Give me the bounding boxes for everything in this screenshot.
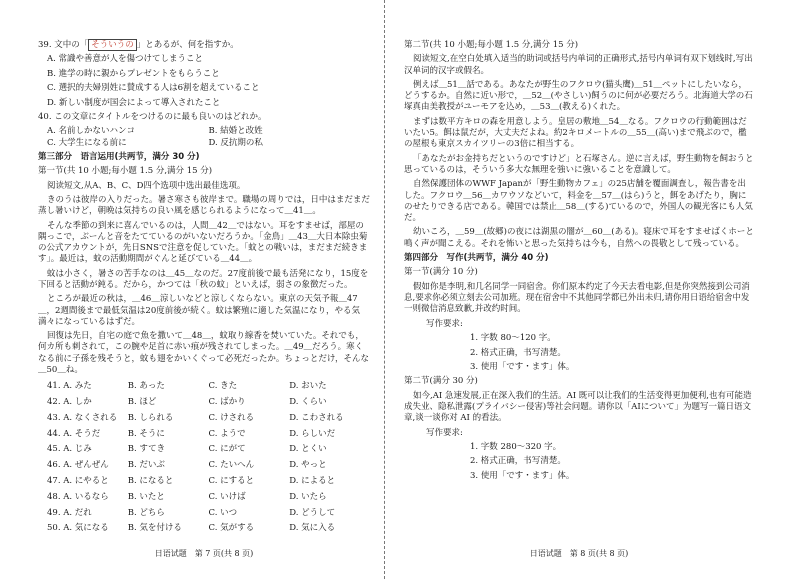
part2-paragraph: まずは数平方キロの森を用意しよう。皇居の敷地＿54＿なる。フクロウの行動範囲はだいたい5。餌は鼠だが，大丈夫だよね。約2キロメートルの＿55＿(高い)まで飛ぶので，檻の屋根も東京スカイツリーの3倍に相当する。 — [404, 116, 747, 150]
choice-option: C. いつ — [208, 507, 238, 518]
right-page — [404, 40, 754, 485]
choice-table — [38, 381, 370, 535]
choice-option: C. 気がする — [208, 523, 255, 534]
choice-option: D. 気に入る — [289, 523, 336, 534]
choice-option: 43. A. なくされる — [47, 412, 118, 423]
part2-instruction: 阅读短文,在空白处填入适当的助词或括号内单词的正确形式,括号内单词有双下划线时,写出汉单词的汉字或假名。 — [404, 54, 753, 76]
choice-option: B. どちら — [127, 507, 165, 518]
choice-option: B. 気を付ける — [127, 523, 182, 534]
choice-option: B. ほど — [127, 396, 157, 407]
section3-instruction: 阅读短文,从A、B、C、D四个选项中选出最佳选项。 — [47, 180, 246, 191]
q40-options-row2 — [38, 138, 370, 149]
choice-option: B. いたと — [127, 491, 165, 502]
q40-option-c: C. 大学生になる前に — [47, 137, 127, 148]
q40-options-row1 — [38, 126, 370, 137]
page-footer-left: 日语试题 第 7 页(共 8 页) — [154, 549, 254, 558]
choice-option: 50. A. 気になる — [47, 523, 109, 534]
section4-part2-prompt: 如今,AI 急速发展,正在深入我们的生活。AI 既可以让我们的生活变得更加便利,也有可能造成失业、隐私泄露(プライバシー侵害)等社会问题。请你以「AIについて」为题写一篇日语文章,谈一谈你对 AI 的看法。 — [404, 390, 752, 424]
section4-title: 第四部分 写作(共两节，满分 40 分) — [404, 253, 549, 264]
choice-option: C. たいへん — [208, 460, 255, 471]
choice-option: 48. A. いるなら — [47, 491, 109, 502]
choice-option: C. ようで — [208, 428, 246, 439]
writing-requirement: 1. 字数 280～320 字。 — [470, 441, 562, 452]
choice-row — [38, 381, 370, 392]
q39-option-c: C. 選択的夫婦別姓に賛成する人は6割を超えていること — [47, 83, 260, 94]
writing-requirement: 3. 使用「です・ます」体。 — [470, 470, 575, 481]
choice-option: 42. A. しか — [47, 396, 92, 407]
section3-title: 第三部分 语言运用(共两节，满分 30 分) — [38, 151, 200, 162]
choice-option: D. おいた — [289, 381, 327, 392]
choice-option: 49. A. だれ — [47, 507, 92, 518]
q39-option-a: A. 常識や善意が人を傷つけてしまうこと — [47, 54, 204, 65]
part2-paragraph: 幼いころ，＿59＿(故郷)の夜には湖黒の闇が＿60＿(ある)。寝床で耳をすませばくホーと鳴く声が聞こえる。それを怖いと思った気持ちは今も，自然への畏敬として残っている。 — [404, 227, 754, 249]
choice-option: 46. A. ぜんぜん — [47, 460, 109, 471]
choice-option: D. いたら — [289, 491, 327, 502]
page-divider — [384, 0, 385, 579]
writing-requirements-label: 写作要求: — [426, 427, 463, 438]
choice-option: 47. A. にやると — [47, 476, 109, 486]
choice-option: C. きた — [208, 381, 238, 392]
section4-part2-heading: 第二节(满分 30 分) — [404, 376, 478, 387]
choice-option: C. けされる — [208, 412, 255, 423]
choice-option: 45. A. じみ — [47, 444, 92, 455]
choice-row — [38, 492, 370, 503]
part2-heading: 第二节(共 10 小题;每小题 1.5 分,满分 15 分) — [404, 40, 579, 50]
part2-paragraph: 自然保護団体のWWF Japanが「野生動物カフェ」の25店舗を覆面調査し，報告書を出した。フクロウ＿56＿カワウソなどいて，料金を＿57＿(はら)うと，餌をあげたり，胸にのせたりできる店である。韓国では禁止＿58＿(する)ているので，外国人の観光客にも人気だ。 — [404, 179, 753, 223]
choice-row — [38, 523, 370, 534]
choice-option: B. しられる — [127, 412, 174, 423]
choice-option: D. やっと — [289, 460, 327, 471]
choice-row — [38, 476, 370, 487]
q39-option-b: B. 進学の時に親からプレゼントをもらうこと — [47, 68, 220, 79]
choice-row — [38, 508, 370, 519]
choice-option: B. だいぶ — [127, 460, 165, 471]
choice-row — [38, 429, 370, 440]
section4-part1-prompt: 假如你是李明,和几名同学一同宿舍。你们原本约定了今天去看电影,但是你突然接到公司消息,要求你必须立刻去公司加班。现在宿舍中不其他同学都已外出未归,请你用日语给宿舍中发一则微信消息致歉,并改约时间。 — [404, 281, 750, 315]
q40-option-d: D. 反抗期の私 — [208, 137, 263, 148]
choice-option: C. ばかり — [208, 396, 246, 407]
part2-paragraph: 「あなたがお金持ちだというのですけど」と石塚さん。逆に言えば，野生動物を飼おうと思っているのは，そういう多大な無理を強いに強いることを意識して。 — [404, 153, 754, 175]
page-footer-right: 日语试题 第 8 页(共 8 页) — [529, 549, 629, 558]
q39-stem: 39. 文中の「 そういうの 」とあるが、何を指すか。 — [38, 40, 239, 50]
passage-paragraph: 回復は先日，自宅の庭で魚を撒いて＿48＿，蚊取り線香を焚いていた。それでも，何カ所も刺されて，この腕や足首に赤い痕が残されてしまった。＿49＿だろう。寒くなる前に子孫を残そうと，蚊も翅をかいくぐって必死だったか。ちょっとだけ，そんな＿50＿ね。 — [38, 331, 369, 375]
choice-row — [38, 397, 370, 408]
choice-row — [38, 460, 370, 471]
left-page — [38, 40, 370, 539]
passage-paragraph: きのうは彼岸の入りだった。暑さ寒さも彼岸まで。職場の周りでは，日中はまだまだ蒸し暑いけど，朝晩は気持ちの良い風を感じられるようになって＿41＿。 — [38, 195, 370, 217]
choice-option: C. にすると — [208, 476, 255, 486]
writing-requirement: 2. 格式正确，书写清楚。 — [470, 456, 566, 467]
passage-paragraph: 蚊は小さく，暑さの苦手なのは＿45＿なのだ。27度前後で最も活発になり，15度を下回ると活動が鈍る。だから，かつては「秋の蚊」といえば，弱さの象徴だった。 — [38, 268, 369, 290]
part2-paragraph: 例えば＿51＿話である。あなたが野生のフクロウ(猫头鹰)＿51＿ペットにしたいなら，どうするか。自然に近い形で，＿52＿(やさしい)飼うのに何が必要だろう。北海道大学の石塚真由美教授がユーモアを込め，＿53＿(教える)くれた。 — [404, 80, 753, 113]
choice-option: D. くらい — [289, 396, 327, 407]
choice-option: D. とくい — [289, 444, 327, 455]
q40-option-a: A. 名前しかないハンコ — [47, 126, 136, 137]
q40-option-b: B. 結婚と改姓 — [208, 126, 263, 137]
section4-part1-heading: 第一节(满分 10 分) — [404, 267, 478, 278]
choice-row — [38, 413, 370, 424]
passage-paragraph: ところが最近の秋は，＿46＿涼しいなどと涼しくならない。東京の天気予報＿47＿，2週間後まで最低気温は20度前後が続く。蚊は繁殖に適した気温になり，やる気満々になっているはずだ。 — [38, 294, 361, 327]
choice-option: C. にがて — [208, 444, 246, 455]
writing-requirement: 1. 字数 80～120 字。 — [470, 333, 556, 344]
choice-option: 41. A. みた — [47, 381, 92, 392]
choice-option: D. どうして — [289, 507, 336, 518]
choice-row — [38, 444, 370, 455]
writing-requirement: 3. 使用「です・ます」体。 — [470, 361, 575, 372]
choice-option: C. いけば — [208, 491, 246, 502]
q40-stem: 40. この文章にタイトルをつけるのに最も良いのはどれか。 — [38, 112, 267, 123]
passage-paragraph: そんな季節の到来に喜んでいるのは，人間＿42＿ではない。耳をすませば，部屋の隅っこで，ぶーんと音をたてているのがいないだろうか。「金鳥」＿43＿大日本除虫菊の公式アカウントが，先日SNSで注意を促していた。「蚊との戦いは，まだまだ続きます」。最近は，蚊の活動期間がぐんと延びている＿44＿。 — [38, 220, 368, 265]
choice-option: B. すてき — [127, 444, 166, 455]
section3-part1-heading: 第一节(共 10 小题;每小题 1.5 分,满分 15 分) — [38, 166, 213, 177]
choice-option: 44. A. そうだ — [47, 428, 101, 439]
choice-option: D. によると — [289, 476, 336, 486]
choice-option: B. そうに — [127, 428, 165, 439]
q39-highlight: そういうの — [88, 39, 137, 51]
choice-option: D. らしいだ — [289, 428, 336, 439]
choice-option: B. あった — [127, 381, 165, 392]
q39-option-d: D. 新しい制度が国会によって導入されたこと — [47, 97, 221, 108]
writing-requirements-label: 写作要求: — [426, 318, 463, 329]
writing-requirement: 2. 格式正确，书写清楚。 — [470, 347, 566, 358]
choice-option: B. になると — [127, 476, 174, 486]
choice-option: D. こわされる — [289, 412, 344, 423]
